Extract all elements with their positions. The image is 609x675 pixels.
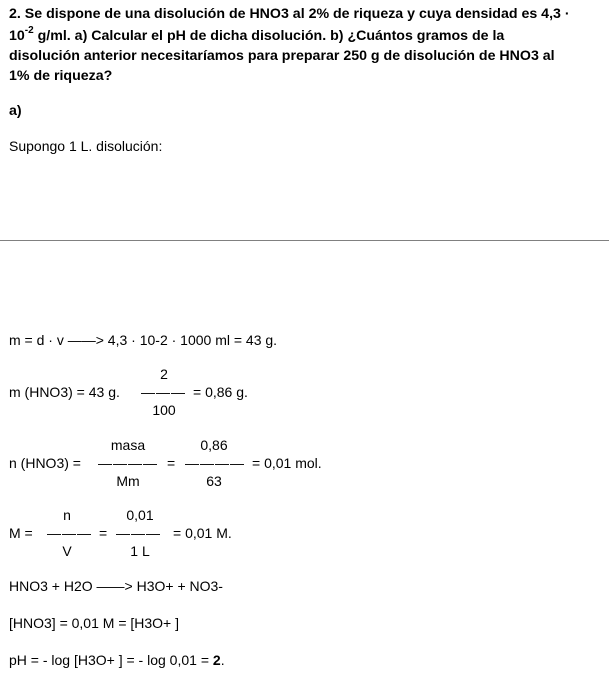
section-a-label: a) — [9, 103, 22, 119]
fraction-numerator: 2 — [160, 366, 168, 382]
fraction-bar: ———— — [98, 455, 158, 471]
fraction-denominator: 100 — [152, 402, 176, 418]
power-base: 10 — [9, 28, 25, 44]
fraction-bar: ——— — [47, 525, 92, 541]
equation-molarity-result: = 0,01 M. — [173, 525, 232, 541]
power-exponent: -2 — [24, 25, 34, 37]
equation-moles-left: n (HNO3) = — [9, 455, 81, 471]
equation-dissociation: HNO3 + H2O ——> H3O+ + NO3- — [9, 578, 223, 594]
fraction-bar: ——— — [116, 525, 161, 541]
problem-line-2-rest: g/ml. a) Calcular el pH de dicha disolución. b) ¿Cuántos gramos de la — [33, 28, 505, 44]
problem-line-2 — [9, 26, 604, 46]
assumption-text: Supongo 1 L. disolución: — [9, 138, 163, 154]
problem-line-4: 1% de riqueza? — [9, 68, 113, 84]
fraction-denominator: 63 — [206, 473, 222, 489]
equals-sign: = — [167, 455, 176, 471]
equation-hno3-mass-result: = 0,86 g. — [193, 384, 248, 400]
fraction-numerator: 0,86 — [200, 437, 228, 453]
fraction-bar: ——— — [141, 384, 186, 400]
ph-result: 2 — [212, 652, 221, 668]
equation-ph — [9, 652, 225, 668]
equals-sign: = — [99, 525, 108, 541]
fraction-denominator: Mm — [116, 473, 140, 489]
equation-ph-text: pH = - log [H3O+ ] = - log 0,01 = — [9, 652, 213, 668]
divider — [0, 240, 609, 241]
fraction-bar: ———— — [185, 455, 245, 471]
equation-molarity-left: M = — [9, 525, 33, 541]
fraction-denominator: 1 L — [130, 543, 150, 559]
equation-concentration: [HNO3] = 0,01 M = [H3O+ ] — [9, 615, 180, 631]
equation-ph-end: . — [220, 652, 225, 668]
equation-mass: m = d · v ——> 4,3 · 10-2 · 1000 ml = 43 g. — [9, 332, 278, 348]
equation-hno3-mass-left: m (HNO3) = 43 g. — [9, 384, 120, 400]
fraction-numerator: masa — [110, 437, 146, 453]
problem-line-3: disolución anterior necesitaríamos para preparar 250 g de disolución de HNO3 al — [9, 48, 555, 64]
fraction-numerator: 0,01 — [126, 507, 154, 523]
equation-moles-result: = 0,01 mol. — [252, 455, 322, 471]
fraction-numerator: n — [63, 507, 71, 523]
fraction-denominator: V — [62, 543, 72, 559]
problem-line-1: 2. Se dispone de una disolución de HNO3 al 2% de riqueza y cuya densidad es 4,3 · — [9, 6, 570, 22]
